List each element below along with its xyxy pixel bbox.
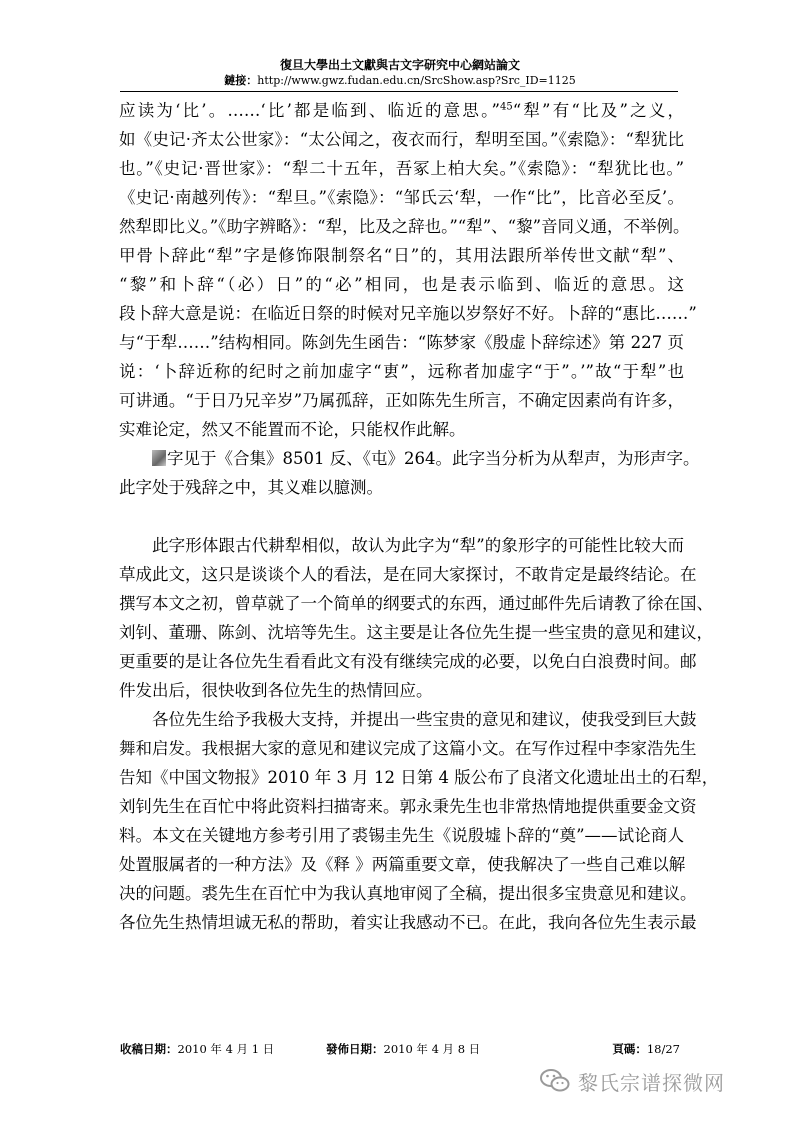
received-date: 收稿日期：2010 年 4 月 1 日 bbox=[120, 1042, 275, 1056]
body-line: 甲骨卜辞此“犁”字是修饰限制祭名“日”的，其用法跟所举传世文献“犁”、 bbox=[119, 246, 684, 265]
body-line: 各位先生热情坦诚无私的帮助，着实让我感动不已。在此，我向各位先生表示最 bbox=[119, 913, 697, 932]
page-number: 頁碼：18/27 bbox=[612, 1042, 680, 1056]
body-line: 说：‘卜辞近称的纪时之前加虚字“叀”，远称者加虚字“于”。’”故“于犁”也 bbox=[119, 362, 684, 381]
body-line: 《史记·南越列传》：“犁旦。”《索隐》：“邹氏云‘犁，一作“比”，比音必至反’。 bbox=[119, 188, 684, 207]
header-title: 復旦大學出土文獻與古文字研究中心網站論文 bbox=[279, 58, 520, 72]
body-line: 撰写本文之初，曾草就了一个简单的纲要式的东西，通过邮件先后请教了徐在国、 bbox=[119, 594, 713, 613]
wechat-icon bbox=[540, 1068, 570, 1094]
page-footer bbox=[120, 1041, 680, 1057]
body-line: 段卜辞大意是说：在临近日祭的时候对兄辛施以岁祭好不好。卜辞的“惠比……” bbox=[119, 304, 697, 323]
body-line: 更重要的是让各位先生看看此文有没有继续完成的必要，以免白白浪费时间。邮 bbox=[119, 652, 697, 671]
header-link-url[interactable]: http://www.gwz.fudan.edu.cn/SrcShow.asp?Src_ID=1125 bbox=[257, 74, 576, 87]
body-line: 实难论定，然又不能置而不论，只能权作此解。 bbox=[119, 420, 466, 439]
body-line: 决的问题。裘先生在百忙中为我认真地审阅了全稿，提出很多宝贵意见和建议。 bbox=[119, 884, 697, 903]
published-date: 發佈日期：2010 年 4 月 8 日 bbox=[326, 1042, 481, 1056]
body-line: 然犁即比义。”《助字辨略》：“犁，比及之辞也。”“犁”、“黎”音同义通，不举例。 bbox=[119, 217, 690, 236]
article-body bbox=[119, 96, 719, 937]
footnote-mark: 45 bbox=[499, 101, 513, 113]
body-line: 草成此文，这只是谈谈个人的看法，是在同大家探讨，不敢肯定是最终结论。在 bbox=[119, 565, 697, 584]
paragraph-gap bbox=[119, 502, 684, 531]
page-header bbox=[120, 57, 680, 88]
body-line: 告知《中国文物报》2010 年 3 月 12 日第 4 版公布了良渚文化遗址出土的石犁， bbox=[119, 768, 719, 787]
body-line: 可讲通。“于日乃兄辛岁”乃属孤辞，正如陈先生所言，不确定因素尚有许多， bbox=[119, 391, 684, 410]
header-divider bbox=[120, 91, 678, 92]
body-line: “黎”和卜辞“（必）日”的“必”相同，也是表示临到、临近的意思。这 bbox=[119, 275, 684, 294]
body-line: 与“于犁……”结构相同。陈剑先生函告：“陈梦家《殷虚卜辞综述》第 227 页 bbox=[119, 333, 684, 352]
body-line: 应读为‘比’。……‘比’都是临到、临近的意思。”$^{45}$“犁”有“比及”之义， bbox=[119, 101, 684, 120]
body-line: 此字处于残辞之中，其义难以臆测。 bbox=[119, 478, 383, 497]
body-line: 料。本文在关键地方参考引用了裘锡圭先生《说殷墟卜辞的“奠”——试论商人 bbox=[119, 826, 684, 845]
body-line: 如《史记·齐太公世家》：“太公闻之，夜衣而行，犁明至国。”《索隐》：“犁犹比 bbox=[119, 130, 684, 149]
header-link bbox=[120, 73, 680, 88]
watermark-text: 黎氏宗谱探微网 bbox=[578, 1070, 725, 1095]
header-link-label: 鏈接： bbox=[224, 74, 258, 87]
oracle-glyph-icon bbox=[152, 450, 166, 466]
body-line: 刘钊先生在百忙中将此资料扫描寄来。郭永秉先生也非常热情地提供重要金文资 bbox=[119, 797, 697, 816]
watermark bbox=[540, 1066, 725, 1096]
body-line: 也。”《史记·晋世家》：“犁二十五年，吾冢上柏大矣。”《索隐》：“犁犹比也。” bbox=[119, 159, 684, 178]
body-line: 字见于《合集》8501 反、《屯》264。此字当分析为从犁声，为形声字。 bbox=[119, 444, 684, 473]
body-line: 处置服属者的一种方法》及《释 》两篇重要文章，使我解决了一些自己难以解 bbox=[119, 855, 686, 874]
body-line: 各位先生给予我极大支持，并提出一些宝贵的意见和建议，使我受到巨大鼓 bbox=[152, 710, 697, 729]
body-line: 刘钊、董珊、陈剑、沈培等先生。这主要是让各位先生提一些宝贵的意见和建议， bbox=[119, 623, 713, 642]
body-line: 舞和启发。我根据大家的意见和建议完成了这篇小文。在写作过程中李家浩先生 bbox=[119, 739, 697, 758]
body-line: 此字形体跟古代耕犁相似，故认为此字为“犁”的象形字的可能性比较大而 bbox=[152, 536, 684, 555]
body-line: 件发出后，很快收到各位先生的热情回应。 bbox=[119, 681, 433, 700]
